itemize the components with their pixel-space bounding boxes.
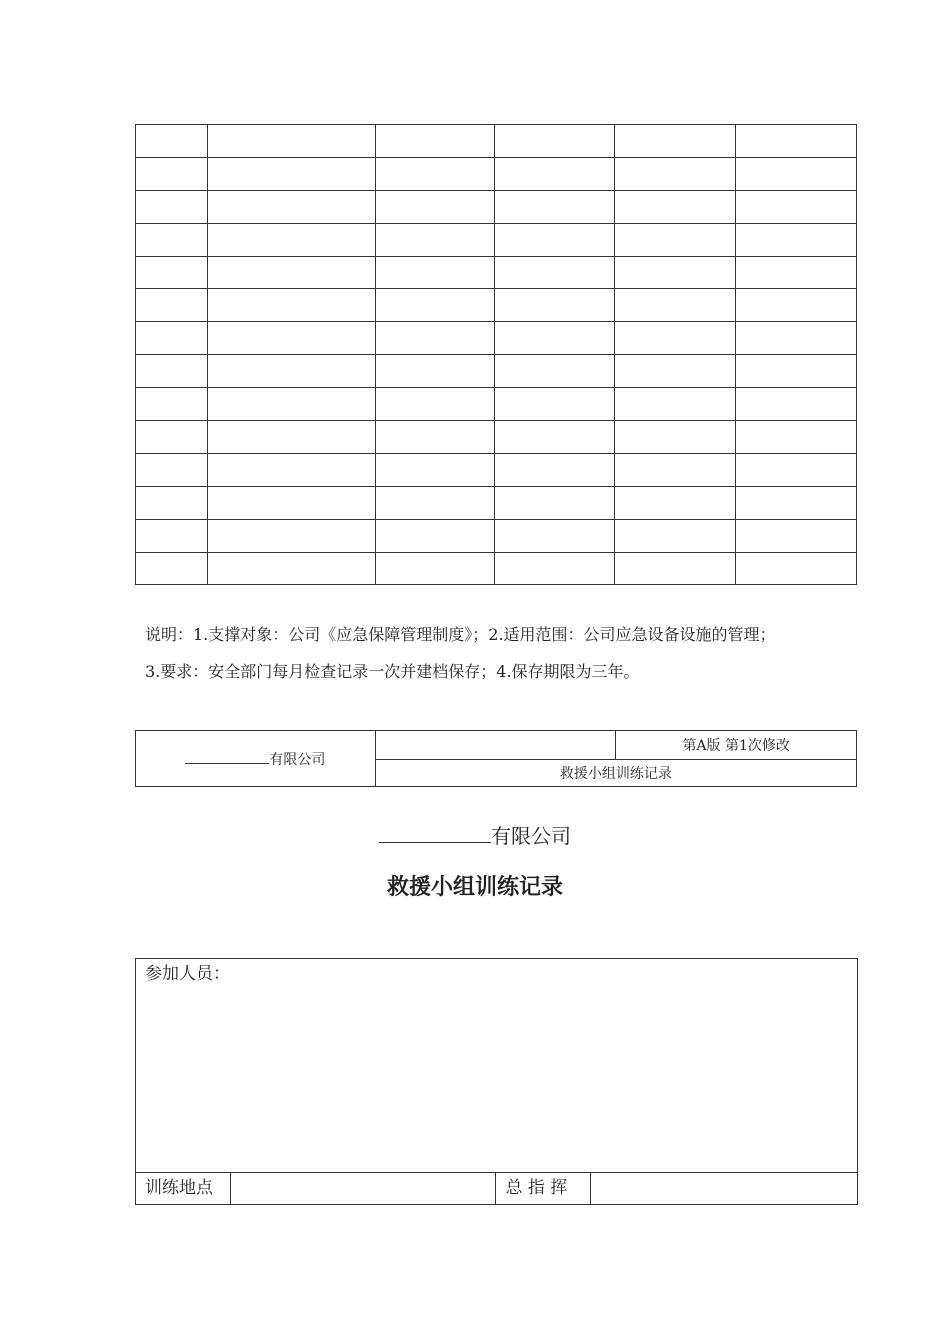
table-cell: [736, 256, 857, 289]
table-cell: [375, 355, 495, 388]
table-row: [136, 421, 857, 454]
table-cell: [495, 388, 615, 421]
table-cell: [136, 421, 208, 454]
table-cell: [207, 125, 375, 158]
table-cell: [736, 388, 857, 421]
table-cell: [615, 256, 736, 289]
table-cell: [136, 322, 208, 355]
commander-label: 总 指 挥: [496, 1173, 591, 1205]
table-cell: [136, 289, 208, 322]
location-label: 训练地点: [136, 1173, 231, 1205]
table-cell: [615, 421, 736, 454]
table-cell: [495, 223, 615, 256]
table-cell: [207, 453, 375, 486]
table-row: [136, 486, 857, 519]
table-cell: [375, 223, 495, 256]
table-cell: [207, 388, 375, 421]
table-cell: [615, 125, 736, 158]
table-row: [136, 322, 857, 355]
table-cell: [207, 355, 375, 388]
table-cell: [736, 190, 857, 223]
table-cell: [375, 421, 495, 454]
table-cell: [136, 157, 208, 190]
table-row: [136, 190, 857, 223]
blank-record-table: [135, 124, 857, 585]
table-cell: [736, 486, 857, 519]
table-cell: [736, 355, 857, 388]
table-row: [136, 157, 857, 190]
header-company-cell: [136, 731, 376, 787]
table-cell: [615, 289, 736, 322]
table-cell: [375, 552, 495, 585]
table-cell: [495, 256, 615, 289]
table-cell: [495, 421, 615, 454]
participants-cell: [136, 959, 858, 1173]
table-cell: [375, 157, 495, 190]
table-cell: [736, 519, 857, 552]
table-cell: [495, 355, 615, 388]
table-row: [136, 453, 857, 486]
table-cell: [136, 388, 208, 421]
training-record-form: [135, 958, 858, 1205]
table-cell: [375, 486, 495, 519]
table-cell: [615, 157, 736, 190]
table-cell: [375, 125, 495, 158]
table-cell: [736, 322, 857, 355]
table-cell: [207, 223, 375, 256]
company-title-blank: [379, 822, 491, 843]
table-cell: [615, 223, 736, 256]
table-cell: [615, 552, 736, 585]
table-cell: [495, 486, 615, 519]
table-cell: [736, 421, 857, 454]
table-row: [136, 223, 857, 256]
commander-value-cell: [591, 1173, 858, 1205]
table-cell: [207, 519, 375, 552]
table-cell: [136, 190, 208, 223]
table-row: [136, 125, 857, 158]
location-value-cell: [230, 1173, 496, 1205]
table-cell: [495, 125, 615, 158]
table-cell: [207, 486, 375, 519]
table-cell: [136, 355, 208, 388]
table-row: [136, 388, 857, 421]
table-cell: [495, 322, 615, 355]
table-row: [136, 289, 857, 322]
table-cell: [136, 486, 208, 519]
header-version: 第A版 第1次修改: [616, 731, 857, 760]
company-title-suffix: 有限公司: [491, 824, 571, 848]
table-cell: [207, 421, 375, 454]
table-cell: [375, 388, 495, 421]
table-cell: [136, 552, 208, 585]
header-blank-cell: [375, 731, 616, 760]
table-cell: [495, 289, 615, 322]
company-title: [0, 820, 950, 849]
table-cell: [136, 125, 208, 158]
table-row: [136, 355, 857, 388]
table-cell: [736, 289, 857, 322]
table-cell: [736, 157, 857, 190]
table-cell: [136, 453, 208, 486]
table-cell: [495, 552, 615, 585]
company-name-blank: [185, 749, 269, 764]
table-cell: [615, 355, 736, 388]
table-cell: [615, 453, 736, 486]
table-cell: [136, 256, 208, 289]
table-cell: [136, 519, 208, 552]
table-cell: [136, 223, 208, 256]
table-cell: [615, 322, 736, 355]
table-cell: [615, 519, 736, 552]
table-cell: [615, 486, 736, 519]
table-cell: [615, 388, 736, 421]
header-company-suffix: 有限公司: [269, 751, 326, 768]
table-cell: [615, 190, 736, 223]
table-cell: [495, 453, 615, 486]
table-cell: [207, 190, 375, 223]
table-cell: [736, 453, 857, 486]
table-cell: [375, 289, 495, 322]
table-cell: [495, 519, 615, 552]
table-cell: [495, 157, 615, 190]
table-cell: [207, 552, 375, 585]
page-title: 救援小组训练记录: [386, 874, 563, 900]
table-row: [136, 256, 857, 289]
table-cell: [207, 256, 375, 289]
table-cell: [375, 256, 495, 289]
table-row: [136, 519, 857, 552]
participants-label: 参加人员：: [145, 964, 230, 984]
table-cell: [207, 289, 375, 322]
table-cell: [736, 125, 857, 158]
table-cell: [207, 322, 375, 355]
note-line-2: 3.要求：安全部门每月检查记录一次并建档保存；4.保存期限为三年。: [145, 662, 640, 681]
table-cell: [375, 453, 495, 486]
document-header-table: [135, 730, 857, 787]
table-cell: [375, 519, 495, 552]
table-cell: [375, 190, 495, 223]
table-cell: [736, 223, 857, 256]
note-line-1: 说明：1.支撑对象：公司《应急保障管理制度》；2.适用范围：公司应急设备设施的管理；: [145, 625, 776, 644]
table-row: [136, 552, 857, 585]
table-cell: [375, 322, 495, 355]
table-cell: [736, 552, 857, 585]
table-cell: [495, 190, 615, 223]
header-form-name: 救援小组训练记录: [375, 760, 856, 787]
table-cell: [207, 157, 375, 190]
